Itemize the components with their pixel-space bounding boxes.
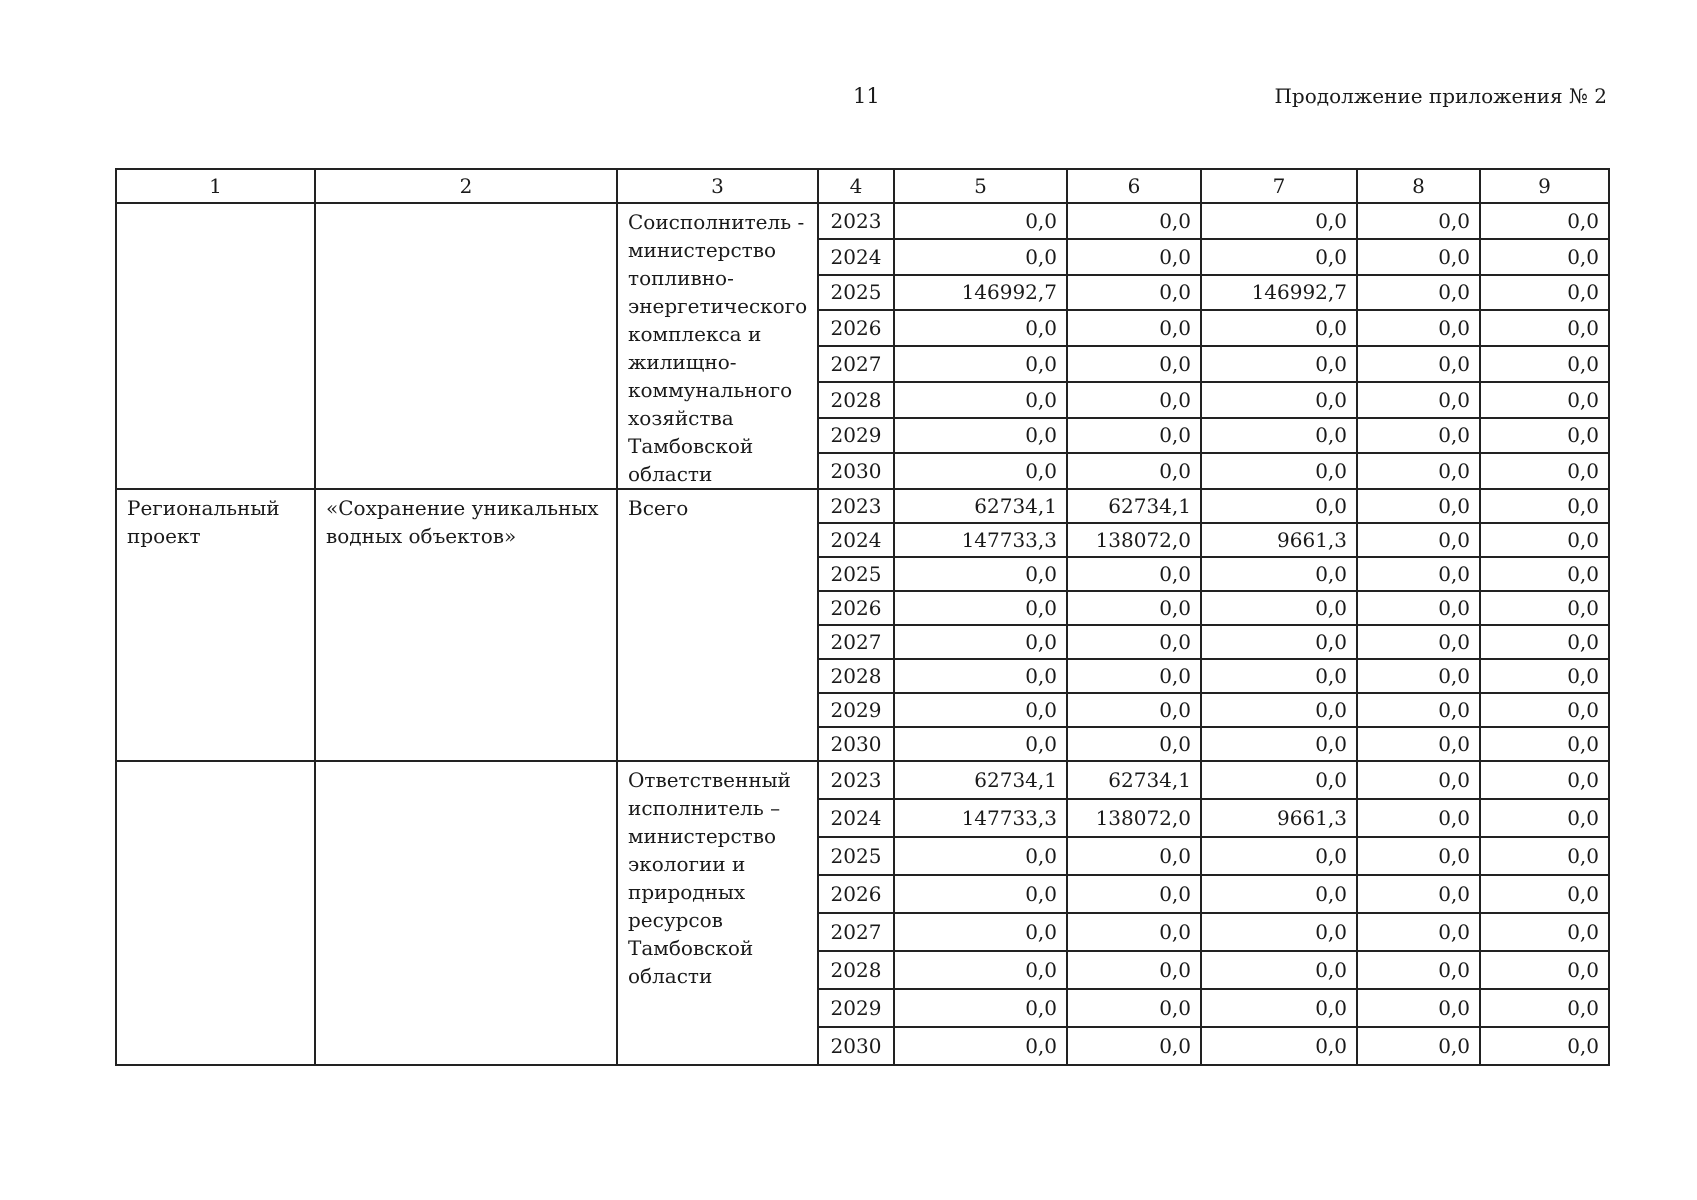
year-cell: 2027 — [818, 913, 894, 951]
value-col-7: 0,0 — [1201, 951, 1357, 989]
value-col-9: 0,0 — [1480, 693, 1609, 727]
value-col-5: 0,0 — [894, 239, 1067, 275]
value-col-8: 0,0 — [1357, 875, 1480, 913]
value-col-7: 0,0 — [1201, 239, 1357, 275]
value-col-5: 0,0 — [894, 418, 1067, 454]
value-col-8: 0,0 — [1357, 557, 1480, 591]
value-col-6: 0,0 — [1067, 837, 1201, 875]
value-col-7: 0,0 — [1201, 837, 1357, 875]
value-col-9: 0,0 — [1480, 591, 1609, 625]
value-col-5: 0,0 — [894, 875, 1067, 913]
year-cell: 2029 — [818, 693, 894, 727]
row-type-cell: Региональный проект — [116, 489, 315, 761]
value-col-8: 0,0 — [1357, 382, 1480, 418]
value-col-6: 0,0 — [1067, 989, 1201, 1027]
value-col-5: 0,0 — [894, 382, 1067, 418]
value-col-5: 0,0 — [894, 951, 1067, 989]
value-col-9: 0,0 — [1480, 1027, 1609, 1065]
value-col-5: 0,0 — [894, 453, 1067, 489]
value-col-9: 0,0 — [1480, 239, 1609, 275]
value-col-7: 0,0 — [1201, 453, 1357, 489]
value-col-7: 0,0 — [1201, 346, 1357, 382]
value-col-7: 0,0 — [1201, 875, 1357, 913]
page-number: 11 — [853, 84, 880, 108]
year-cell: 2025 — [818, 275, 894, 311]
value-col-8: 0,0 — [1357, 346, 1480, 382]
value-col-9: 0,0 — [1480, 275, 1609, 311]
year-cell: 2030 — [818, 1027, 894, 1065]
value-col-7: 0,0 — [1201, 203, 1357, 239]
value-col-7: 0,0 — [1201, 310, 1357, 346]
value-col-5: 62734,1 — [894, 761, 1067, 799]
value-col-6: 0,0 — [1067, 275, 1201, 311]
value-col-7: 0,0 — [1201, 625, 1357, 659]
year-cell: 2025 — [818, 557, 894, 591]
column-header: 7 — [1201, 169, 1357, 203]
value-col-8: 0,0 — [1357, 989, 1480, 1027]
value-col-8: 0,0 — [1357, 727, 1480, 761]
value-col-5: 147733,3 — [894, 523, 1067, 557]
value-col-7: 0,0 — [1201, 727, 1357, 761]
value-col-9: 0,0 — [1480, 382, 1609, 418]
year-cell: 2030 — [818, 727, 894, 761]
value-col-7: 0,0 — [1201, 382, 1357, 418]
value-col-8: 0,0 — [1357, 837, 1480, 875]
value-col-8: 0,0 — [1357, 591, 1480, 625]
value-col-5: 0,0 — [894, 346, 1067, 382]
value-col-8: 0,0 — [1357, 275, 1480, 311]
year-cell: 2023 — [818, 761, 894, 799]
value-col-9: 0,0 — [1480, 951, 1609, 989]
column-header: 1 — [116, 169, 315, 203]
value-col-6: 0,0 — [1067, 727, 1201, 761]
value-col-6: 0,0 — [1067, 453, 1201, 489]
column-header: 5 — [894, 169, 1067, 203]
value-col-6: 0,0 — [1067, 310, 1201, 346]
value-col-8: 0,0 — [1357, 310, 1480, 346]
value-col-7: 0,0 — [1201, 418, 1357, 454]
value-col-6: 0,0 — [1067, 659, 1201, 693]
value-col-8: 0,0 — [1357, 203, 1480, 239]
value-col-9: 0,0 — [1480, 989, 1609, 1027]
year-cell: 2026 — [818, 875, 894, 913]
value-col-8: 0,0 — [1357, 489, 1480, 523]
value-col-8: 0,0 — [1357, 418, 1480, 454]
value-col-9: 0,0 — [1480, 418, 1609, 454]
value-col-5: 0,0 — [894, 1027, 1067, 1065]
value-col-8: 0,0 — [1357, 761, 1480, 799]
value-col-8: 0,0 — [1357, 239, 1480, 275]
value-col-6: 62734,1 — [1067, 489, 1201, 523]
year-cell: 2027 — [818, 346, 894, 382]
budget-table — [115, 168, 1610, 1066]
value-col-5: 147733,3 — [894, 799, 1067, 837]
year-cell: 2029 — [818, 989, 894, 1027]
year-cell: 2025 — [818, 837, 894, 875]
project-name-cell — [315, 761, 617, 1065]
value-col-9: 0,0 — [1480, 310, 1609, 346]
value-col-8: 0,0 — [1357, 523, 1480, 557]
value-col-8: 0,0 — [1357, 625, 1480, 659]
value-col-9: 0,0 — [1480, 557, 1609, 591]
value-col-5: 62734,1 — [894, 489, 1067, 523]
value-col-9: 0,0 — [1480, 913, 1609, 951]
value-col-6: 0,0 — [1067, 951, 1201, 989]
executor-cell: Ответственный исполнитель – министерство экологии и природных ресурсов Тамбовской области — [617, 761, 818, 1065]
value-col-9: 0,0 — [1480, 727, 1609, 761]
value-col-6: 0,0 — [1067, 625, 1201, 659]
project-name-cell: «Сохранение уникальных водных объектов» — [315, 489, 617, 761]
year-cell: 2027 — [818, 625, 894, 659]
value-col-6: 0,0 — [1067, 693, 1201, 727]
value-col-5: 0,0 — [894, 557, 1067, 591]
project-name-cell — [315, 203, 617, 489]
table-row — [116, 203, 1609, 239]
value-col-8: 0,0 — [1357, 693, 1480, 727]
value-col-5: 0,0 — [894, 693, 1067, 727]
year-cell: 2026 — [818, 591, 894, 625]
value-col-9: 0,0 — [1480, 761, 1609, 799]
year-cell: 2024 — [818, 799, 894, 837]
column-header: 6 — [1067, 169, 1201, 203]
value-col-6: 138072,0 — [1067, 523, 1201, 557]
value-col-9: 0,0 — [1480, 523, 1609, 557]
value-col-9: 0,0 — [1480, 837, 1609, 875]
value-col-7: 0,0 — [1201, 557, 1357, 591]
year-cell: 2024 — [818, 523, 894, 557]
column-header: 3 — [617, 169, 818, 203]
value-col-5: 0,0 — [894, 913, 1067, 951]
value-col-7: 0,0 — [1201, 489, 1357, 523]
value-col-8: 0,0 — [1357, 659, 1480, 693]
value-col-7: 0,0 — [1201, 761, 1357, 799]
value-col-5: 0,0 — [894, 989, 1067, 1027]
value-col-8: 0,0 — [1357, 951, 1480, 989]
table-row — [116, 761, 1609, 799]
column-header: 4 — [818, 169, 894, 203]
value-col-5: 0,0 — [894, 837, 1067, 875]
value-col-9: 0,0 — [1480, 489, 1609, 523]
value-col-6: 62734,1 — [1067, 761, 1201, 799]
value-col-5: 146992,7 — [894, 275, 1067, 311]
value-col-5: 0,0 — [894, 659, 1067, 693]
value-col-6: 0,0 — [1067, 591, 1201, 625]
value-col-7: 0,0 — [1201, 989, 1357, 1027]
year-cell: 2028 — [818, 382, 894, 418]
value-col-6: 0,0 — [1067, 239, 1201, 275]
value-col-7: 0,0 — [1201, 693, 1357, 727]
value-col-7: 9661,3 — [1201, 799, 1357, 837]
value-col-5: 0,0 — [894, 203, 1067, 239]
column-header: 2 — [315, 169, 617, 203]
value-col-6: 0,0 — [1067, 557, 1201, 591]
value-col-5: 0,0 — [894, 727, 1067, 761]
year-cell: 2028 — [818, 659, 894, 693]
value-col-5: 0,0 — [894, 310, 1067, 346]
executor-cell: Всего — [617, 489, 818, 761]
row-type-cell — [116, 761, 315, 1065]
value-col-9: 0,0 — [1480, 453, 1609, 489]
value-col-8: 0,0 — [1357, 799, 1480, 837]
value-col-7: 146992,7 — [1201, 275, 1357, 311]
value-col-8: 0,0 — [1357, 913, 1480, 951]
appendix-continuation-note: Продолжение приложения № 2 — [1274, 84, 1607, 108]
column-header: 8 — [1357, 169, 1480, 203]
value-col-6: 0,0 — [1067, 875, 1201, 913]
value-col-6: 0,0 — [1067, 418, 1201, 454]
value-col-7: 0,0 — [1201, 913, 1357, 951]
value-col-7: 0,0 — [1201, 591, 1357, 625]
year-cell: 2030 — [818, 453, 894, 489]
row-type-cell — [116, 203, 315, 489]
value-col-6: 0,0 — [1067, 382, 1201, 418]
year-cell: 2028 — [818, 951, 894, 989]
year-cell: 2026 — [818, 310, 894, 346]
value-col-6: 0,0 — [1067, 346, 1201, 382]
value-col-5: 0,0 — [894, 625, 1067, 659]
year-cell: 2023 — [818, 203, 894, 239]
header-row — [116, 169, 1609, 203]
value-col-8: 0,0 — [1357, 1027, 1480, 1065]
value-col-8: 0,0 — [1357, 453, 1480, 489]
year-cell: 2023 — [818, 489, 894, 523]
value-col-9: 0,0 — [1480, 799, 1609, 837]
value-col-6: 138072,0 — [1067, 799, 1201, 837]
value-col-5: 0,0 — [894, 591, 1067, 625]
value-col-6: 0,0 — [1067, 203, 1201, 239]
value-col-6: 0,0 — [1067, 913, 1201, 951]
executor-cell: Соисполнитель - министерство топливно-энергетического комплекса и жилищно-коммунального хозяйства Тамбовской области — [617, 203, 818, 489]
year-cell: 2029 — [818, 418, 894, 454]
year-cell: 2024 — [818, 239, 894, 275]
value-col-9: 0,0 — [1480, 659, 1609, 693]
value-col-9: 0,0 — [1480, 203, 1609, 239]
value-col-9: 0,0 — [1480, 875, 1609, 913]
value-col-7: 0,0 — [1201, 659, 1357, 693]
table-row — [116, 489, 1609, 523]
value-col-7: 9661,3 — [1201, 523, 1357, 557]
value-col-9: 0,0 — [1480, 625, 1609, 659]
column-header: 9 — [1480, 169, 1609, 203]
value-col-9: 0,0 — [1480, 346, 1609, 382]
table-body — [116, 203, 1609, 1065]
value-col-6: 0,0 — [1067, 1027, 1201, 1065]
value-col-7: 0,0 — [1201, 1027, 1357, 1065]
